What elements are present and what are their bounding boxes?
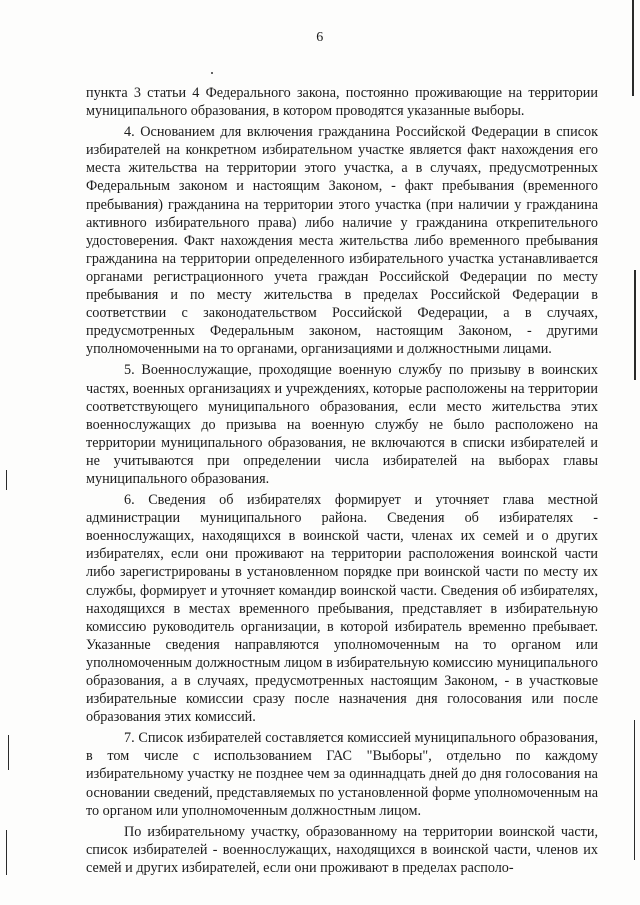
scan-edge-mark — [632, 0, 634, 96]
page-number: 6 — [316, 30, 324, 45]
document-body — [86, 84, 598, 880]
paragraph-military-unit: По избирательному участку, образованному на территории воинской части, список избирателей - военнослужащих, находящихся в воинской части, членов их семей и других избирателей, если они проживают в пределах располо- — [86, 823, 598, 876]
paragraph-item-6: 6. Сведения об избирателях формирует и уточняет глава местной администрации муниципального района. Сведения об избирателях - военнослужащих, находящихся в воинской части, членах их семей и о других избирателях, если они проживают на территории расположения воинской части либо зарегистрированы в установленном порядке при воинской части по месту их службы, формирует и уточняет командир воинской части. Сведения об избирателях, находящихся в местах временного пребывания, представляет в избирательную комиссию руководитель организации, в которой избиратель временно пребывает. Указанные сведения направляются уполномоченным на то органом или уполномоченным должностным лицом в избирательную комиссию муниципального образования, а в случаях, предусмотренных настоящим Законом, - в участковые избирательные комиссии сразу после назначения дня голосования или после образования этих комиссий. — [86, 492, 598, 726]
scan-edge-mark — [8, 735, 9, 770]
scan-edge-mark — [6, 470, 7, 490]
scan-edge-mark — [634, 720, 635, 860]
paragraph-continued: пункта 3 статьи 4 Федерального закона, постоянно проживающие на территории муниципального образования, в котором проводятся указанные выборы. — [86, 85, 598, 120]
scan-edge-mark — [6, 830, 7, 875]
scan-edge-mark — [634, 270, 636, 380]
paragraph-item-5: 5. Военнослужащие, проходящие военную службу по призыву в воинских частях, военных организациях и учреждениях, которые расположены на территории соответствующего муниципального образования, если место жительства этих военнослужащих до призыва на военную службу не было расположено на территории муниципального образования, не включаются в списки избирателей и не учитываются при определении числа избирателей на выборах главы муниципального образования. — [86, 362, 598, 487]
paragraph-item-7: 7. Список избирателей составляется комиссией муниципального образования, в том числе с использованием ГАС "Выборы", отдельно по каждому избирательному участку не позднее чем за одиннадцать дней до дня голосования на основании сведений, представляемых по установленной форме уполномоченным на то органом или уполномоченным должностным лицом. — [86, 730, 598, 819]
paragraph-item-4: 4. Основанием для включения гражданина Российской Федерации в список избирателей на конкретном избирательном участке является факт нахождения его места жительства на территории этого участка, а в случаях, предусмотренных Федеральным законом и настоящим Законом, - факт пребывания (временного пребывания) гражданина на территории этого участка (при наличии у гражданина активного избирательного права) либо наличие у гражданина открепительного удостоверения. Факт нахождения места жительства либо временного пребывания гражданина на территории определенного избирательного участка устанавливается органами регистрационного учета граждан Российской Федерации по месту пребывания и по месту жительства в пределах Российской Федерации в соответствии с законодательством Российской Федерации, а в случаях, предусмотренных Федеральным законом, настоящим Законом, - другими уполномоченными на то органами, организациями и должностными лицами. — [86, 124, 598, 358]
scan-dot-mark — [211, 72, 213, 74]
